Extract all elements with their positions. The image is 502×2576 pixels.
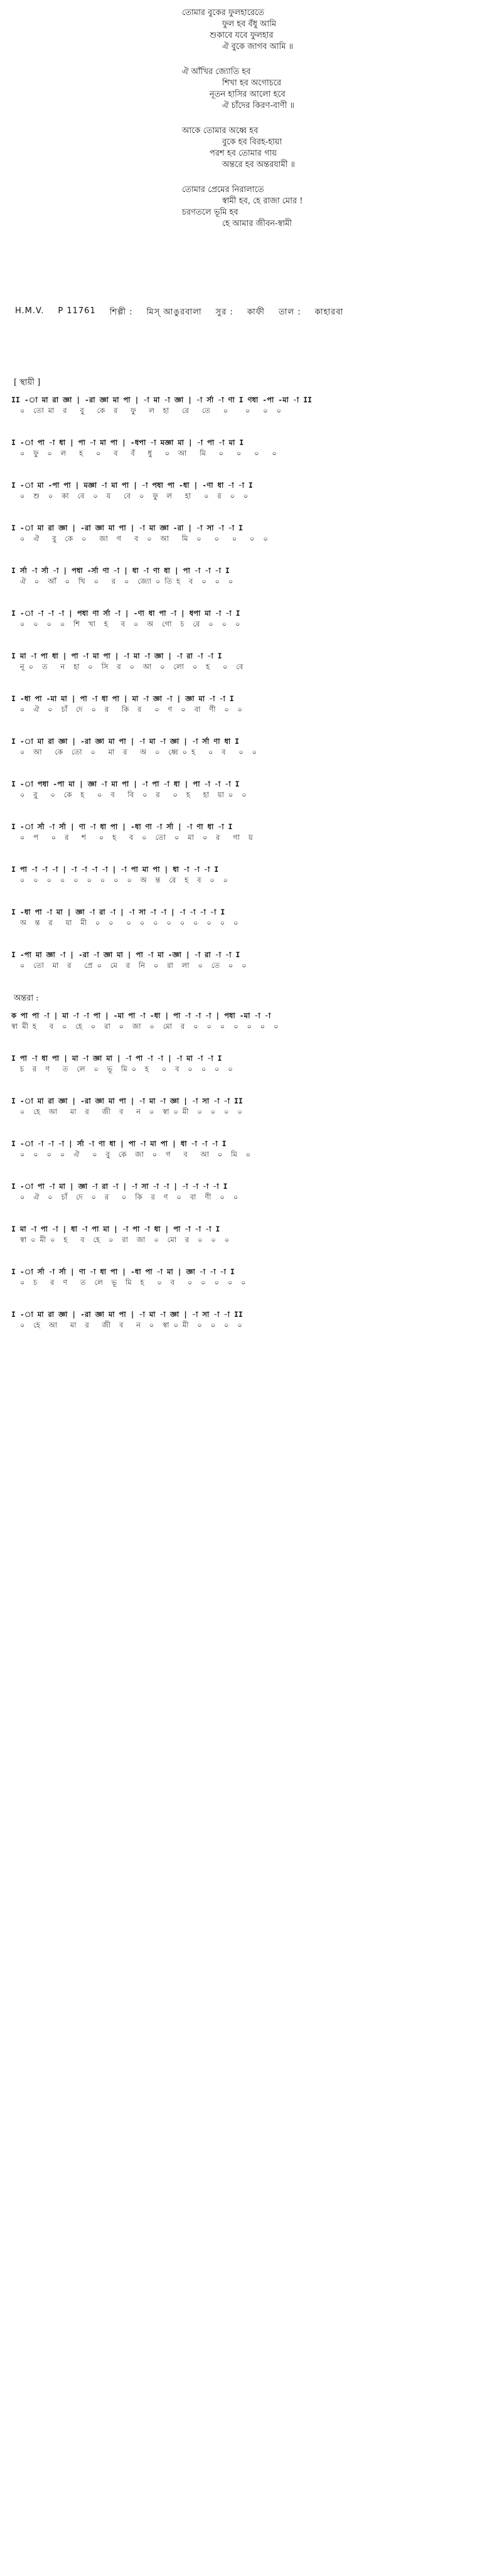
notation-block bbox=[11, 523, 494, 544]
lyric-line: শুকাবে যবে ফুলহার bbox=[210, 31, 274, 40]
lyric-syllable-row: ০ তো মা র বু কে র ফু ল হা রে তে ০ ০ ০ ০ bbox=[11, 406, 282, 415]
swara-row: II -া মা রা জ্ঞা | -রা জ্ঞা মা পা | -া মা -া জ্ঞা | -া র্সা -া ণা I ণধা -পা -মা -া II bbox=[11, 395, 312, 404]
swara-row: I -া মা রা জ্ঞা | -রা জ্ঞা মা পা | -া মা -া জ্ঞা | -া র্সা ণা ধা I bbox=[11, 737, 240, 746]
notation-block bbox=[11, 1053, 494, 1075]
artist-name: মিস্ আঙুরবালা bbox=[146, 308, 202, 317]
lyric-syllable-row: ০ ঐ বু কে ০ জা গ ব ০ আ মি ০ ০ ০ ০ ০ bbox=[11, 534, 268, 543]
lyric-syllable-row: ০ আ কে তো ০ মা র অ ০ ধ্বে ০ হ ০ ব ০ ০ bbox=[11, 748, 257, 756]
lyric-syllable-row: ০ ফু ০ ল হ ০ ব বঁ ধু ০ আ মি ০ ০ ০ ০ bbox=[11, 449, 277, 458]
swara-row: ক পা পা -া | মা -া -া পা | -মা পা -া -ধা | পা -া -া -া | পধা -মা -া -া bbox=[11, 1011, 271, 1020]
notation-block bbox=[11, 864, 494, 886]
lyric-syllable-row: ০ ০ ০ ০ শি খা হ ব ০ অ গো চ রে ০ ০ ০ bbox=[11, 620, 240, 628]
notation-block bbox=[11, 779, 494, 800]
swara-row: I পা -া -া -া | -া -া -া -া | -া পা মা পা | ধা -া -া -া I bbox=[11, 865, 219, 874]
swara-row: I -া পা -া মা | জ্ঞা -া রা -া | -া সা -া -া | -া -া -া -া I bbox=[11, 1182, 228, 1191]
swara-row: I মা -া পা -া | ধা -া পা মা | -া পা -া ধা | পা -া -া -া I bbox=[11, 1225, 220, 1233]
notation-block bbox=[11, 822, 494, 843]
notation-section bbox=[11, 377, 494, 1352]
lyric-syllable-row: ০ ০ ০ ০ ০ ০ ০ ০ ০ অ ন্ত রে হ ব ০ ০ bbox=[11, 876, 228, 884]
lyric-syllable-row: ০ হে আ মা র জী ব ন ০ স্বা ০ মী ০ ০ ০ ০ bbox=[11, 1107, 242, 1116]
lyric-line: তোমার বুকের ফুলহারেতে bbox=[182, 8, 265, 18]
swara-row: I -ধা পা -া মা | জ্ঞা -া রা -া | -া সা -া -া | -া -া -া -া I bbox=[11, 908, 225, 916]
sthayi-notation bbox=[11, 395, 494, 971]
lyric-syllable-row: ০ তো মা র প্রে ০ মে র নি ০ রা লা ০ তে ০ ০ bbox=[11, 961, 247, 970]
notation-block bbox=[11, 608, 494, 630]
notation-block bbox=[11, 437, 494, 459]
notation-block bbox=[11, 1267, 494, 1288]
lyric-line: চরণতলে ভূমি হব bbox=[182, 208, 238, 217]
lyric-syllable-row: ০ ঐ ০ চাঁ দে ০ র ০ কি র ণ ০ বা ণী ০ ০ bbox=[11, 1193, 238, 1201]
record-info bbox=[15, 306, 486, 319]
lyric-syllable-row: ০ প ০ র শ ০ হ ব ০ তো ০ মা ০ র গা য় bbox=[11, 833, 253, 842]
lyric-line: আকে তোমার অধ্বে হব bbox=[182, 126, 259, 136]
lyric-line: ফুল হব বঁধু আমি bbox=[222, 19, 277, 29]
lyric-syllable-row: ০ বু ০ কে হ ০ ব বি ০ র ০ হ হা য়া ০ ০ bbox=[11, 790, 247, 799]
lyric-line: ঐ চাঁদের কিরণ-বাণী ॥ bbox=[222, 101, 294, 110]
record-label: H.M.V. bbox=[15, 306, 45, 316]
tune-prefix: সুর : bbox=[215, 308, 233, 317]
antara-notation bbox=[11, 1011, 494, 1331]
lyric-syllable-row: ঐ ০ আঁ ০ খি ০ র ০ জ্যো ০ তি হ ব ০ ০ ০ bbox=[11, 577, 233, 586]
swara-row: I -া মা রা জ্ঞা | -রা জ্ঞা মা পা | -া মা -া জ্ঞা | -া সা -া -া II bbox=[11, 1310, 243, 1319]
notation-block bbox=[11, 1139, 494, 1160]
swara-row: I -া -া -া -া | র্সা -া ণা ধা | পা -া মা পা | ধা -া -া -া I bbox=[11, 1139, 227, 1148]
swara-row: I -ধা পা -মা মা | পা -া ধা পা | মা -া জ্ঞা -া | জ্ঞা মা -া -া I bbox=[11, 694, 234, 703]
notation-block bbox=[11, 480, 494, 502]
antara-label: অন্তরা : bbox=[14, 994, 39, 1003]
notation-block bbox=[11, 694, 494, 715]
notation-block bbox=[11, 1096, 494, 1117]
swara-row: I -া র্সা -া র্সা | ণা -া ধা পা | -ধা ণা -া র্সা | -া ণা ধা -া I bbox=[11, 822, 233, 831]
lyric-syllable-row: ০ চ র ণ ত লে ভূ মি হ ০ ব ০ ০ ০ ০ ০ bbox=[11, 1278, 246, 1287]
lyric-syllable-row: ০ হে আ মা র জী ব ন ০ স্বা ০ মী ০ ০ ০ ০ bbox=[11, 1321, 242, 1329]
lyric-line: অন্তরে হব অন্তরযামী ॥ bbox=[222, 160, 295, 169]
notation-block bbox=[11, 1224, 494, 1245]
lyric-line: শিখা হব অগোচরে bbox=[222, 78, 282, 88]
swara-row: I -পা মা জ্ঞা -া | -রা -া জ্ঞা মা | পা -া মা -জ্ঞা | -া রা -া -া I bbox=[11, 950, 240, 959]
lyric-line: নূতন হাসির আলো হবে bbox=[210, 90, 286, 99]
tala-prefix: তাল : bbox=[278, 308, 301, 317]
notation-block bbox=[11, 1181, 494, 1203]
notation-block bbox=[11, 907, 494, 928]
swara-row: I র্সা -া র্সা -া | পধা -র্সা ণা -া | ধা -া ণা ধা | পা -া -া -া I bbox=[11, 566, 230, 575]
lyric-syllable-row: নূ ০ ত ন হা ০ সি র ০ আ ০ লো ০ হ ০ বে bbox=[11, 662, 243, 671]
notation-block bbox=[11, 736, 494, 758]
lyrics-stanza-3 bbox=[182, 126, 408, 171]
sthayi-label: [ স্থায়ী ] bbox=[14, 378, 41, 387]
swara-row: I মা -া পা ধা | পা -া মা পা | -া মা -া জ্ঞা | -া রা -া -া I bbox=[11, 652, 222, 660]
lyrics-block bbox=[182, 8, 408, 244]
lyric-syllable-row: ০ ঐ ০ চাঁ দে ০ র কি র ০ ণ ০ বা ণী ০ ০ bbox=[11, 705, 243, 714]
lyrics-stanza-1 bbox=[182, 8, 408, 53]
lyric-line: ঐ বুকে জাগব আমি ॥ bbox=[222, 42, 294, 51]
lyric-syllable-row: স্বা মী হ ব ০ হে ০ রা ০ জা ০ মো র ০ ০ ০ ০ ০ ০ ০ bbox=[11, 1022, 279, 1031]
swara-row: I -া মা -পা পা | মজ্ঞা -া মা পা | -া পধা পা -ধা | -ণা ধা -া -া I bbox=[11, 481, 253, 490]
lyric-syllable-row: চ র ণ ত লে ০ ভূ মি ০ হ ০ ব ০ ০ ০ ০ bbox=[11, 1065, 233, 1073]
swara-row: I -া মা রা জ্ঞা | -রা জ্ঞা মা পা | -া মা জ্ঞা -রা | -া সা -া -া I bbox=[11, 523, 243, 532]
lyrics-stanza-2 bbox=[182, 67, 408, 112]
lyric-syllable-row: অ ন্ত র যা মী ০ ০ ০ ০ ০ ০ ০ ০ ০ ০ ০ bbox=[11, 918, 238, 927]
swara-row: I -া র্সা -া র্সা | ণা -া ধা পা | -ধা পা -া মা | জ্ঞা -া -া -া I bbox=[11, 1267, 235, 1276]
lyric-line: পরশ হব তোমার গায় bbox=[210, 149, 277, 158]
tala-name: কাহারবা bbox=[314, 308, 344, 317]
swara-row: I -া মা রা জ্ঞা | -রা জ্ঞা মা পা | -া মা -া জ্ঞা | -া সা -া -া II bbox=[11, 1097, 243, 1105]
lyric-line: তোমার প্রেমের নিরালাতে bbox=[182, 185, 264, 195]
swara-row: I পা -া ধা পা | মা -া জ্ঞা মা | -া পা -া -া | -া মা -া -া I bbox=[11, 1054, 222, 1063]
swara-row: I -া -া -া -া | পধা ণা র্সা -া | -ণা ধা পা -া | ধপা মা -া -া I bbox=[11, 609, 240, 618]
lyric-line: হে আমার জীবন-স্বামী bbox=[222, 219, 292, 228]
lyric-syllable-row: ০ শু ০ কা বে ০ য বে ০ ফু ল হা ০ র ০ ০ bbox=[11, 491, 248, 500]
notation-block bbox=[11, 1011, 494, 1032]
lyric-syllable-row: ০ ০ ০ ০ ঐ ০ বু কে জা ০ গ ব আ ০ মি ০ bbox=[11, 1150, 251, 1159]
artist-prefix: শিল্পী : bbox=[109, 308, 133, 317]
tune-name: কাফী bbox=[247, 308, 265, 317]
notation-block bbox=[11, 950, 494, 971]
notation-block bbox=[11, 395, 494, 416]
lyric-syllable-row: স্বা ০ মী ০ হ ব হে ০ রা জা ০ মো র ০ ০ ০ bbox=[11, 1235, 230, 1244]
lyric-line: ঐ আঁখির জ্যোতি হব bbox=[182, 67, 251, 77]
swara-row: I -া পা -া ধা | পা -া মা পা | -ধপা -া মজ্ঞা মা | -া পা -া মা I bbox=[11, 438, 244, 447]
lyrics-stanza-4 bbox=[182, 185, 408, 230]
lyric-line: স্বামী হব, হে রাজা মোর ! bbox=[222, 196, 303, 206]
lyric-line: বুকে হব বিরহ-হায়া bbox=[222, 137, 282, 147]
notation-block bbox=[11, 1309, 494, 1331]
notation-block bbox=[11, 651, 494, 672]
notation-block bbox=[11, 566, 494, 587]
swara-row: I -া পধা -পা মা | জ্ঞা -া মা পা | -া পা -া ধা | পা -া -া -া I bbox=[11, 780, 240, 788]
record-number: P 11761 bbox=[58, 306, 96, 316]
